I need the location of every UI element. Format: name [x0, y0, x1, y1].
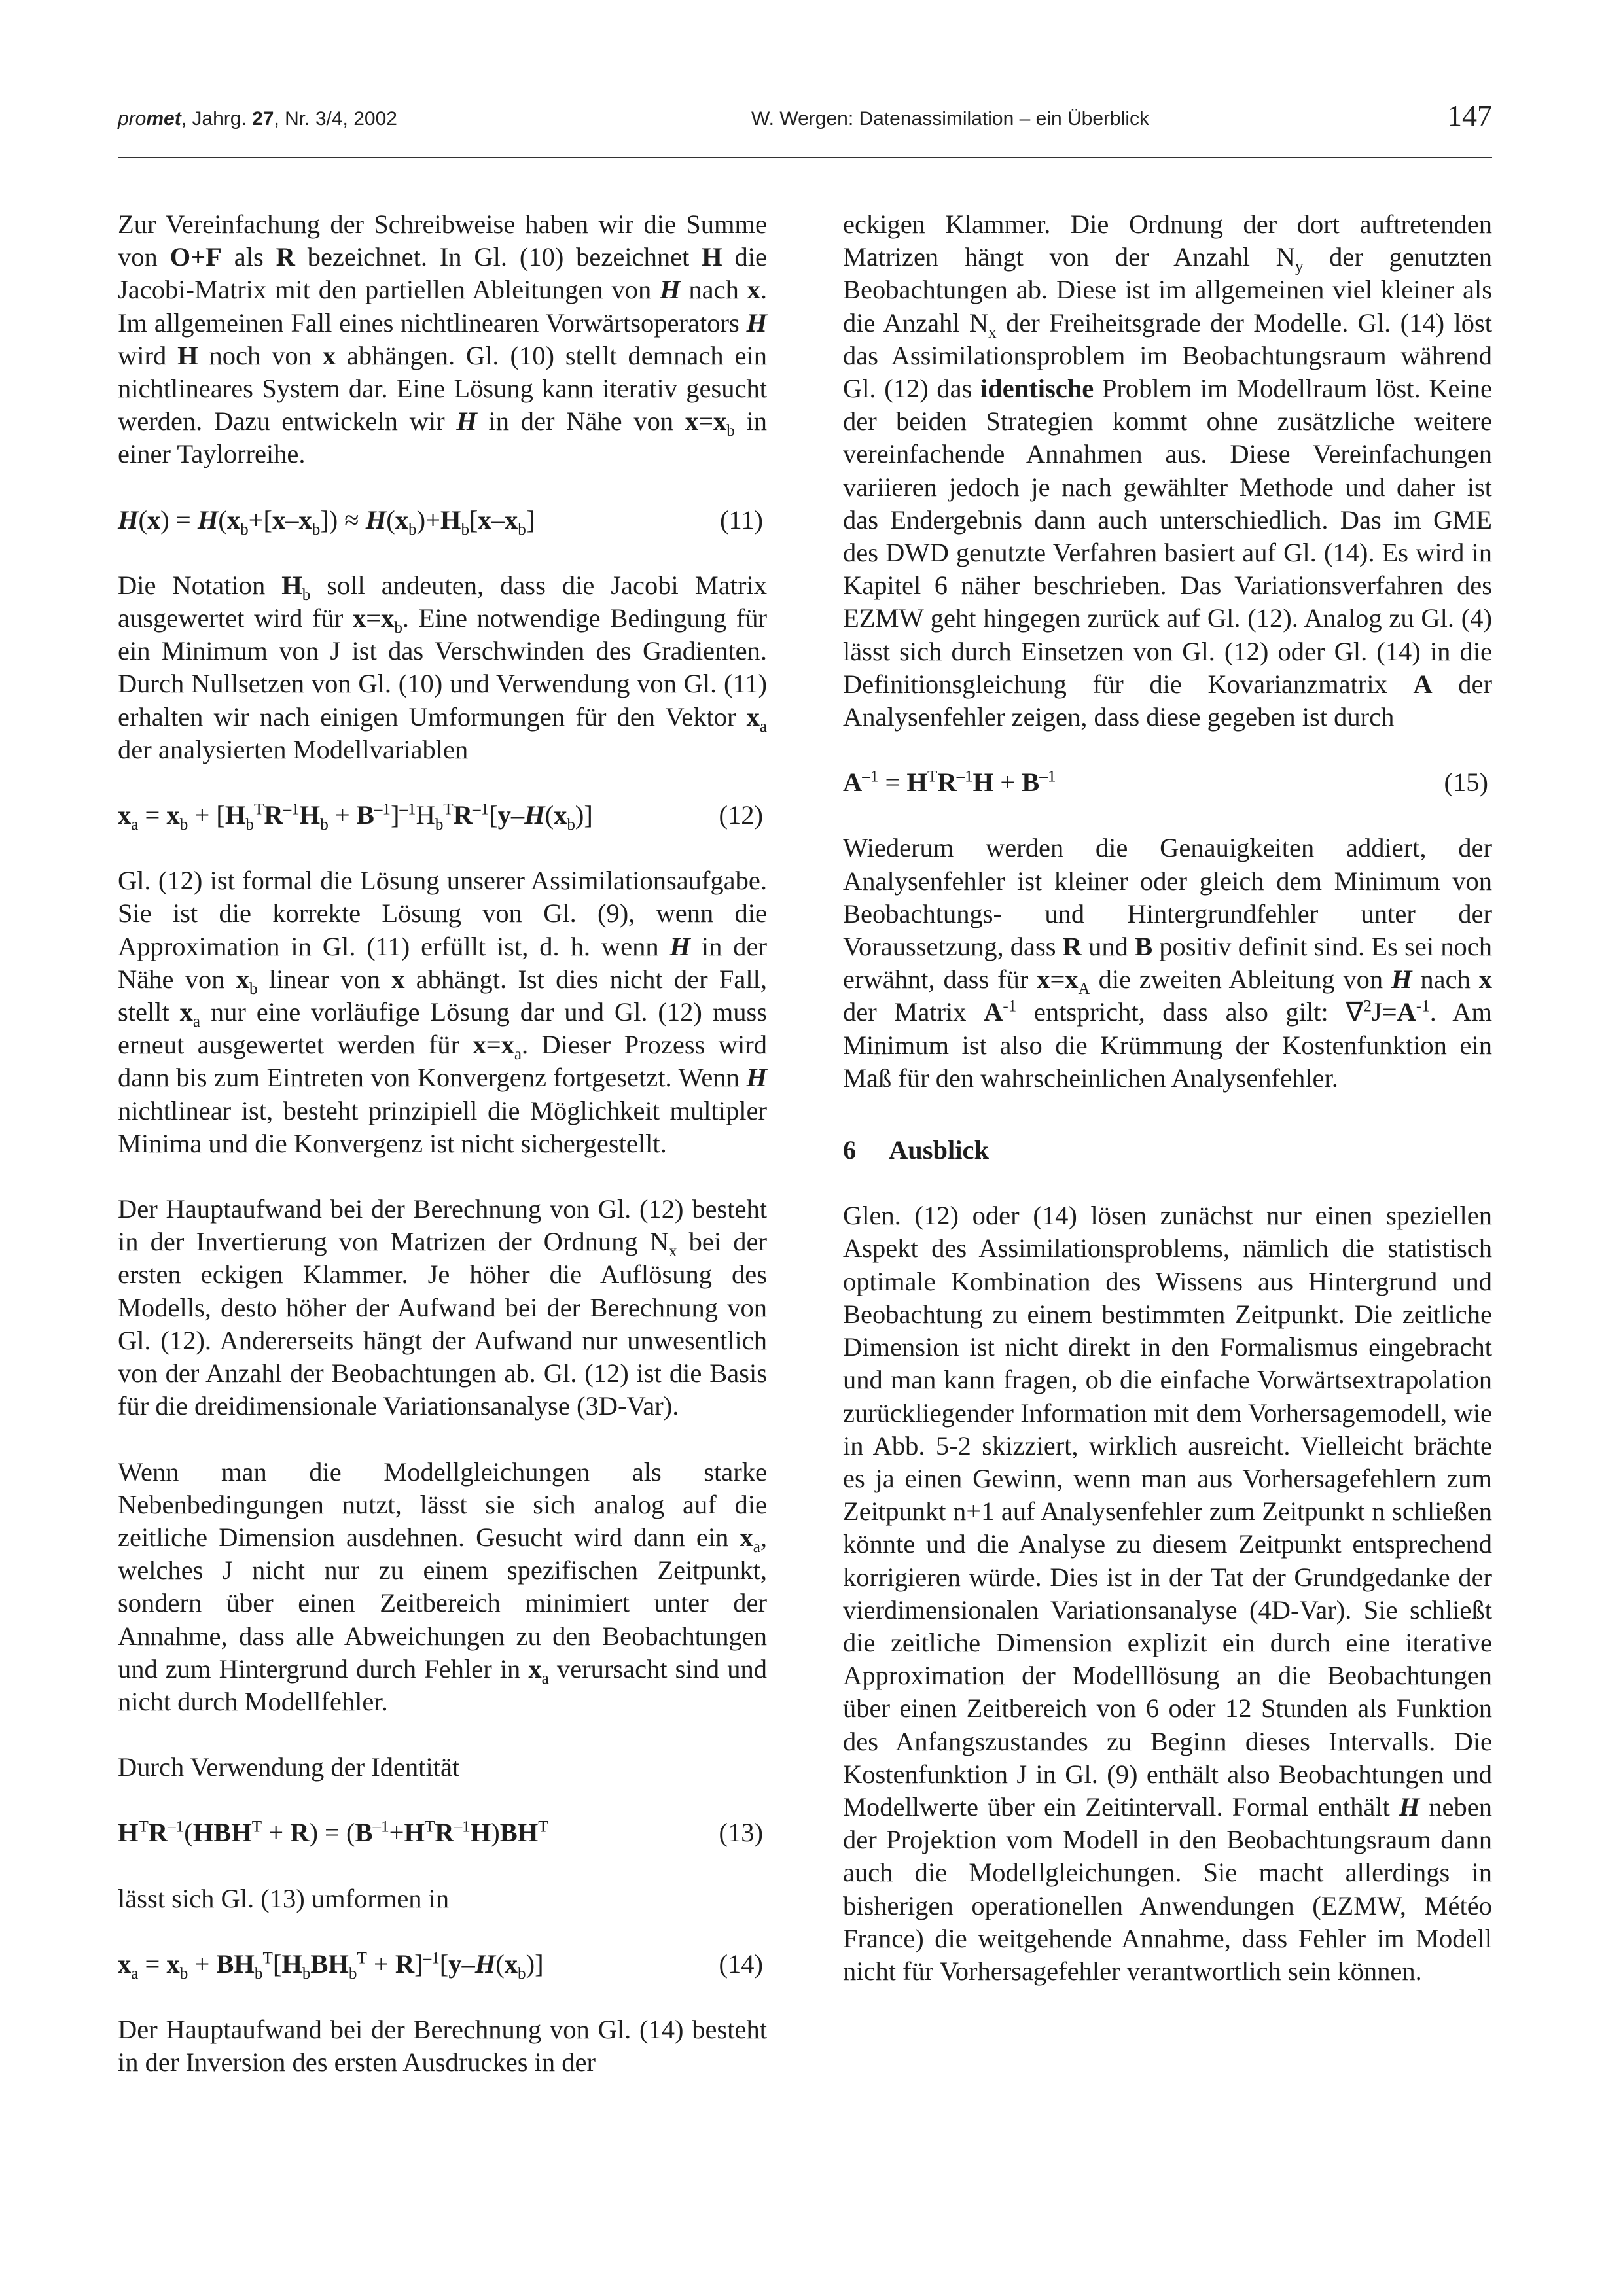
equation-12-number: (12) [719, 800, 763, 830]
equation-11 [118, 504, 767, 537]
paragraph-observation-space: eckigen Klammer. Die Ordnung der dort auftretenden Matrizen hängt von der Anzahl $N_y$ der genutzten Beobachtungen ab. Diese ist im allgemeinen viel kleiner als die Anzahl $N_x$ der Freiheitsgrade der Modelle. Gl. (14) löst das Assimilationsproblem im Beobachtungsraum während Gl. (12) das identische Problem im Modellraum löst. Keine der beiden Strategien kommt ohne zusätzliche weitere vereinfachende Annahmen aus. Diese Vereinfachungen variieren jedoch je nach gewählter Methode und daher ist das Endergebnis dann auch unterschiedlich. Das im GME des DWD genutzte Verfahren basiert auf Gl. (14). Es wird in Kapitel 6 näher beschrieben. Das Variationsverfahren des EZMW geht hingegen zurück auf Gl. (12). Analog zu Gl. (4) lässt sich durch Einsetzen von Gl. (12) oder Gl. (14) in die Definitionsgleichung für die Kovarianzmatrix A der Analysenfehler zeigen, dass diese gegeben ist durch [843, 209, 1492, 732]
equation-15-formula: $A^{-1} = H^TR^{-1}H + B^{-1}$ [843, 768, 1056, 798]
page-number: 147 [1447, 99, 1492, 132]
journal-name-bold: met [146, 108, 181, 130]
equation-12-formula: $x_a = x_b + [H_b^TR^{-1}H_b + B^{-1}]^{-1}H_b^TR^{-1}[y-H(x_b)]$ [118, 800, 593, 834]
header-rule [118, 157, 1492, 158]
paragraph-solution: Gl. (12) ist formal die Lösung unserer Assimilationsaufgabe. Sie ist die korrekte Lösung von Gl. (9), wenn die Approximation in Gl. (11) erfüllt ist, d. h. wenn H in der Nähe von $x_b$ linear von x abhängt. Ist dies nicht der Fall, stellt $x_a$ nur eine vorläufige Lösung dar und Gl. (12) muss erneut ausgewertet werden für $x=x_a$. Dieser Prozess wird dann bis zum Eintreten von Konvergenz fortgesetzt. Wenn H nichtlinear ist, besteht prinzipiell die Möglichkeit multipler Minima und die Konvergenz ist nicht sichergestellt. [118, 866, 767, 1158]
journal-volume: 27 [252, 108, 274, 130]
equation-13-number: (13) [719, 1818, 763, 1848]
section-title: Ausblick [889, 1135, 990, 1165]
paragraph-transform: lässt sich Gl. (13) umformen in [118, 1883, 450, 1913]
left-column [118, 208, 767, 2111]
equation-12 [118, 799, 767, 832]
equation-14 [118, 1948, 767, 1981]
equation-13 [118, 1816, 767, 1849]
journal-issue: , Nr. 3/4, 2002 [274, 108, 397, 130]
equation-14-formula: $x_a = x_b + BH_b^T[H_bBH_b^T + R]^{-1}[y-H(x_b)]$ [118, 1949, 544, 1983]
paragraph-notation [118, 208, 767, 471]
paragraph-outlook: Glen. (12) oder (14) lösen zunächst nur einen speziellen Aspekt des Assimilationsproblems, nämlich die statistisch optimale Kombination des Wissens aus Hintergrund und Beobachtung zu einem bestimmten Zeitpunkt. Die zeitliche Dimension ist nicht direkt in den Formalismus eingebracht und man kann fragen, ob die einfache Vorwärtsextrapolation zurückliegender Information mit dem Vorhersagemodell, wie in Abb. 5-2 skizziert, wirklich ausreicht. Vielleicht brächte es ja einen Gewinn, wenn man aus Vorhersagefehlern zum Zeitpunkt n+1 auf Analysenfehler zum Zeitpunkt n schließen könnte und die Analyse zu diesem Zeitpunkt entsprechend korrigieren würde. Dies ist in der Tat der Grundgedanke der vierdimensionalen Variationsanalyse (4D-Var). Sie schließt die zeitliche Dimension explizit ein durch eine iterative Approximation der Modelllösung an die Beobachtungen über einen Zeitbereich von 6 oder 12 Stunden als Funktion des Anfangszustandes zu Beginn dieses Intervalls. Die Kostenfunktion J in Gl. (9) enthält also Beobachtungen und Modellwerte über ein Zeitintervall. Formal enthält H neben der Projektion vom Modell in den Beobachtungsraum dann auch die Modellgleichungen. Sie macht allerdings in bisherigen operationellen Anwendungen (EZMW, Météo France) die weitgehende Annahme, dass Fehler im Modell nicht für Vorhersagefehler verantwortlich sein können. [843, 1201, 1492, 1986]
journal-year-label: , Jahrg. [181, 108, 253, 130]
equation-15 [843, 766, 1492, 799]
equation-14-number: (14) [719, 1949, 763, 1979]
section-heading [843, 1134, 1492, 1167]
paragraph-identity: Durch Verwendung der Identität [118, 1752, 460, 1782]
paragraph-text: Zur Vereinfachung der Schreibweise haben wir die Summe von O+F als R bezeichnet. In Gl. (10) bezeichnet H die Jacobi-Matrix mit den partiellen Ableitungen von H nach x. Im allgemeinen Fall eines nichtlinearen Vorwärtsoperators H wird H noch von x abhängen. Gl. (10) stellt demnach ein nichtlineares System dar. Eine Lösung kann iterativ gesucht werden. Dazu entwickeln wir H in der Nähe von $x=x_b$ in einer Taylorreihe. [118, 209, 768, 469]
right-column [843, 208, 1492, 2021]
paragraph-jacobi: Die Notation $H_b$ soll andeuten, dass die Jacobi Matrix ausgewertet wird für $x=x_b$. Eine notwendige Bedingung für ein Minimum von J ist das Verschwinden des Gradienten. Durch Nullsetzen von Gl. (10) und Verwendung von Gl. (11) erhalten wir nach einigen Umformungen für den Vektor $x_a$ der analysierten Modellvariablen [118, 570, 767, 764]
journal-name-prefix: pro [118, 108, 147, 130]
section-number: 6 [843, 1135, 857, 1165]
paragraph-inversion: Der Hauptaufwand bei der Berechnung von Gl. (14) besteht in der Inversion des ersten Ausdruckes in der [118, 2014, 767, 2077]
paragraph-accuracy: Wiederum werden die Genauigkeiten addiert, der Analysenfehler ist kleiner oder gleich dem Minimum von Beobachtungs- und Hintergrundfehler unter der Voraussetzung, dass R und B positiv definit sind. Es sei noch erwähnt, dass für $x=x_A$ die zweiten Ableitung von H nach x der Matrix $A^{-1}$ entspricht, dass also gilt: $\nabla^2J=A^{-1}$. Am Minimum ist also die Krümmung der Kostenfunktion ein Maß für den wahrscheinlichen Analysenfehler. [843, 833, 1493, 1093]
running-title: W. Wergen: Datenassimilation – ein Überblick [751, 108, 1150, 130]
equation-11-number: (11) [720, 504, 763, 535]
journal-citation [118, 108, 397, 130]
paragraph-3dvar: Der Hauptaufwand bei der Berechnung von Gl. (12) besteht in der Invertierung von Matrizen der Ordnung $N_x$ bei der ersten eckigen Klammer. Je höher die Auflösung des Modells, desto höher der Aufwand bei der Berechnung von Gl. (12). Andererseits hängt der Aufwand nur unwesentlich von der Anzahl der Beobachtungen ab. Gl. (12) ist die Basis für die dreidimensionale Variationsanalyse (3D-Var). [118, 1194, 767, 1421]
paragraph-time-dimension: Wenn man die Modellgleichungen als starke Nebenbedingungen nutzt, lässt sie sich analog auf die zeitliche Dimension ausdehnen. Gesucht wird dann ein $x_a$, welches J nicht nur zu einem spezifischen Zeitpunkt, sondern über einen Zeitbereich minimiert unter der Annahme, dass alle Abweichungen zu den Beobachtungen und zum Hintergrund durch Fehler in $x_a$ verursacht sind und nicht durch Modellfehler. [118, 1457, 767, 1716]
equation-11-formula: $H(x) = H(x_b+[x-x_b]) \approx H(x_b)+H_b[x-x_b]$ [118, 504, 535, 539]
equation-13-formula: $H^TR^{-1}(HBH^T + R) = (B^{-1}+H^TR^{-1}H)BH^T$ [118, 1818, 548, 1848]
equation-15-number: (15) [1444, 768, 1488, 798]
